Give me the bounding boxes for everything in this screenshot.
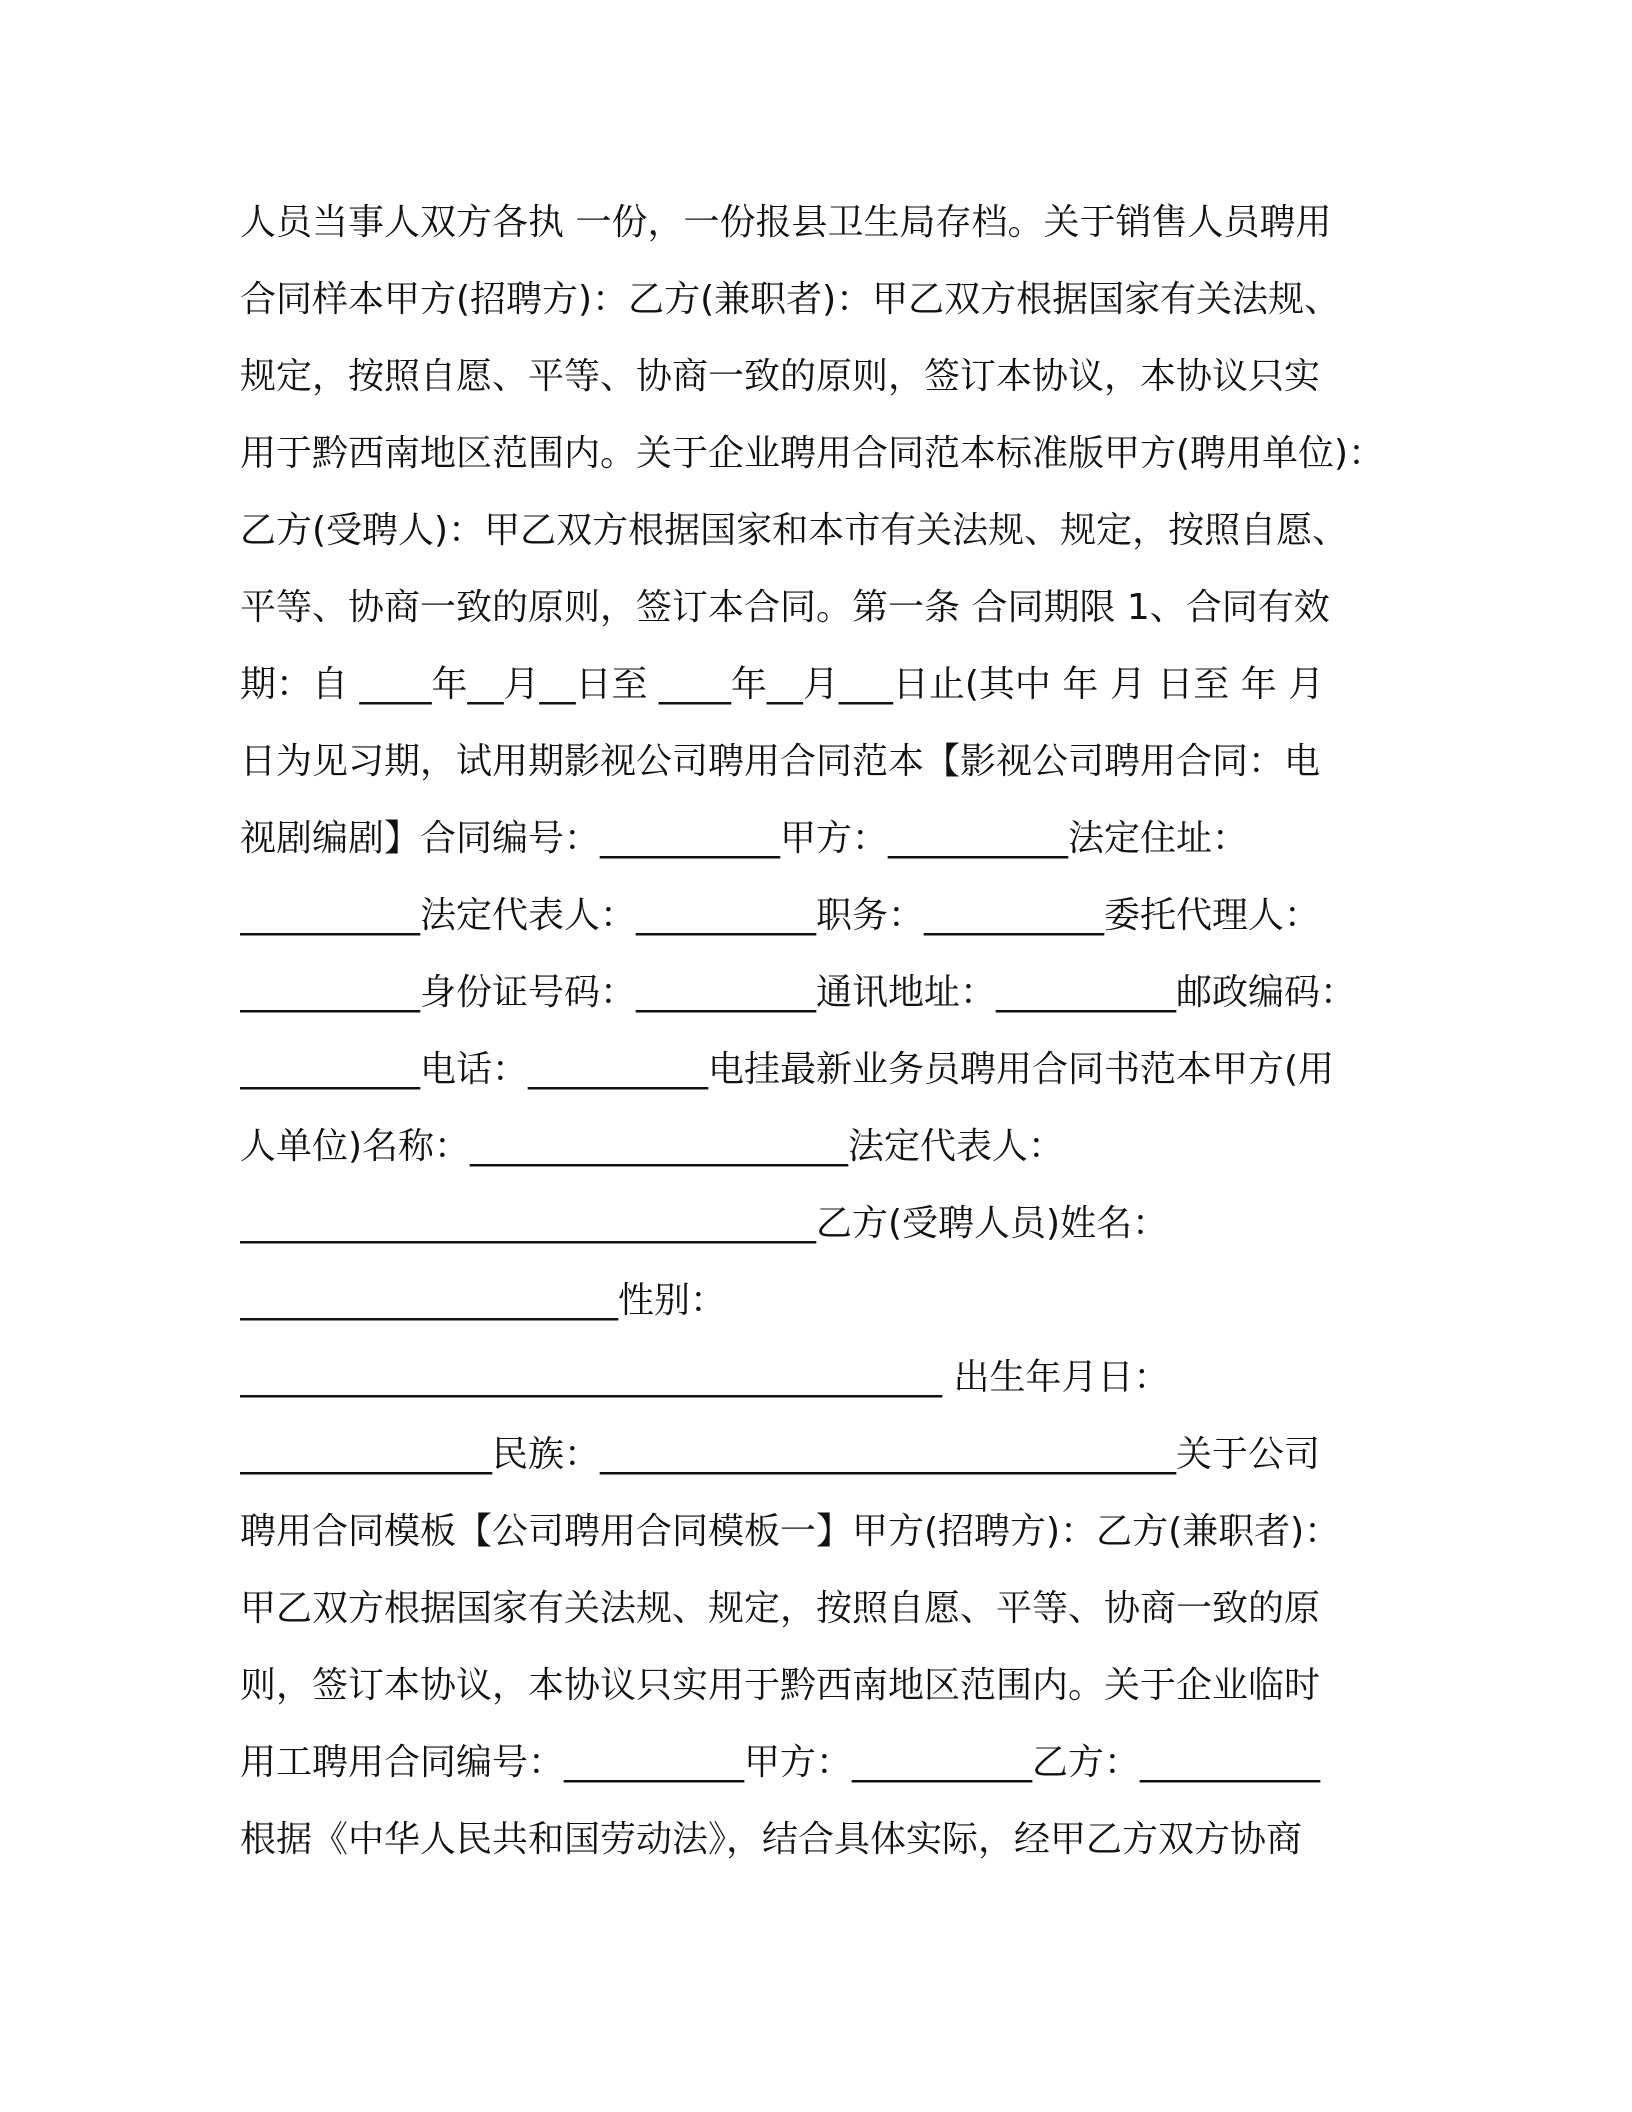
text-line: 人员当事人双方各执 一份，一份报县卫生局存档。关于销售人员聘用 [240,202,1332,243]
text-line: _____________________性别： [240,1280,727,1321]
text-line: 日为见习期，试用期影视公司聘用合同范本【影视公司聘用合同：电 [240,741,1321,782]
text-line: 人单位)名称：_____________________法定代表人： [240,1126,1065,1167]
text-line: 甲乙双方根据国家有关法规、规定，按照自愿、平等、协商一致的原 [240,1588,1321,1629]
text-line: __________法定代表人：__________职务：__________委托代理人： [240,895,1321,936]
text-line: 视剧编剧】合同编号：__________甲方：__________法定住址： [240,818,1249,859]
text-line: 用于黔西南地区范围内。关于企业聘用合同范本标准版甲方(聘用单位)： [240,433,1385,474]
text-line: 规定，按照自愿、平等、协商一致的原则，签订本协议，本协议只实 [240,356,1321,397]
text-line: 期：自 ____年__月__日至 ____年__月___日止(其中 年 月 日至 年 月 [240,664,1325,705]
text-line: ________________________________乙方(受聘人员)姓名： [240,1203,1169,1244]
text-line: ______________民族：________________________________关于公司 [240,1434,1321,1475]
text-line: __________电话：__________电挂最新业务员聘用合同书范本甲方(用 [240,1049,1335,1090]
text-line: 平等、协商一致的原则，签订本合同。第一条 合同期限 1、合同有效 [240,587,1330,628]
text-line: __________身份证号码：__________通讯地址：__________邮政编码： [240,972,1357,1013]
text-line: 则，签订本协议，本协议只实用于黔西南地区范围内。关于企业临时 [240,1665,1321,1706]
text-line: _______________________________________ 出生年月日： [240,1357,1170,1398]
text-line: 合同样本甲方(招聘方)：乙方(兼职者)：甲乙双方根据国家有关法规、 [240,279,1341,320]
text-line: 乙方(受聘人)：甲乙双方根据国家和本市有关法规、规定，按照自愿、 [240,510,1349,551]
text-line: 聘用合同模板【公司聘用合同模板一】甲方(招聘方)：乙方(兼职者)： [240,1511,1341,1552]
text-line: 根据《中华人民共和国劳动法》，结合具体实际，经甲乙方双方协商 [240,1819,1303,1860]
text-line: 用工聘用合同编号：__________甲方：__________乙方：__________ [240,1742,1321,1783]
document-body [240,184,1410,1878]
